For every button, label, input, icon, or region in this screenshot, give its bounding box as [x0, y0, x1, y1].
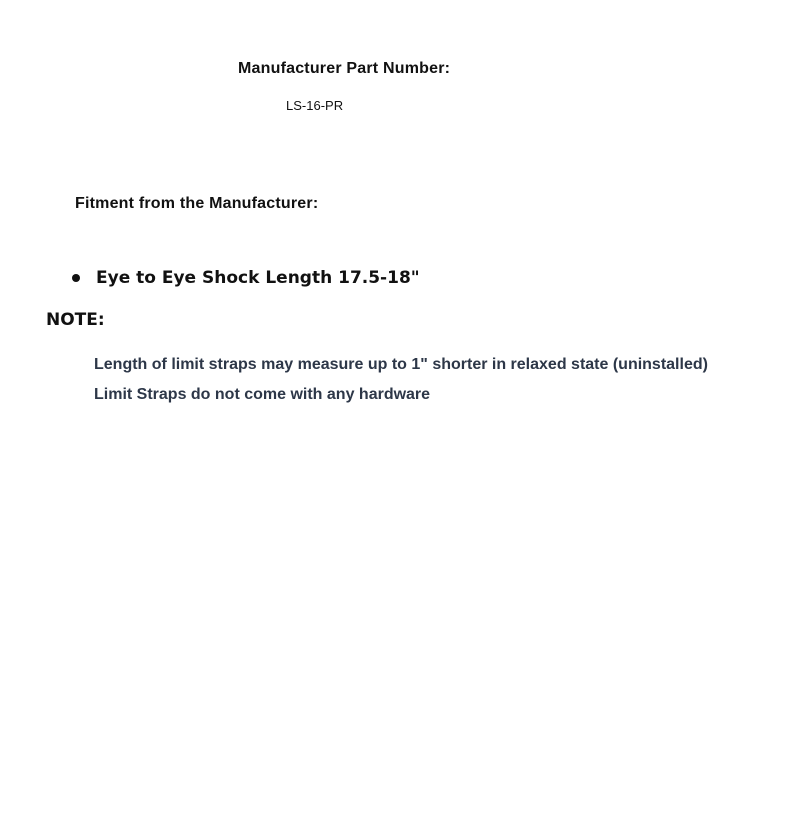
fitment-item-text: Eye to Eye Shock Length 17.5-18": [96, 268, 420, 288]
note-line: Length of limit straps may measure up to 1" shorter in relaxed state (uninstalled): [94, 356, 708, 373]
fitment-item: [70, 268, 420, 288]
manufacturer-part-number-heading: Manufacturer Part Number:: [238, 60, 451, 77]
note-line: Limit Straps do not come with any hardware: [94, 386, 431, 403]
fitment-list: [70, 268, 420, 288]
bullet-icon: [72, 274, 80, 282]
note-heading: NOTE:: [46, 310, 105, 330]
fitment-heading: Fitment from the Manufacturer:: [75, 195, 319, 212]
note-list: [94, 350, 708, 410]
manufacturer-part-number-value: LS-16-PR: [286, 98, 344, 113]
